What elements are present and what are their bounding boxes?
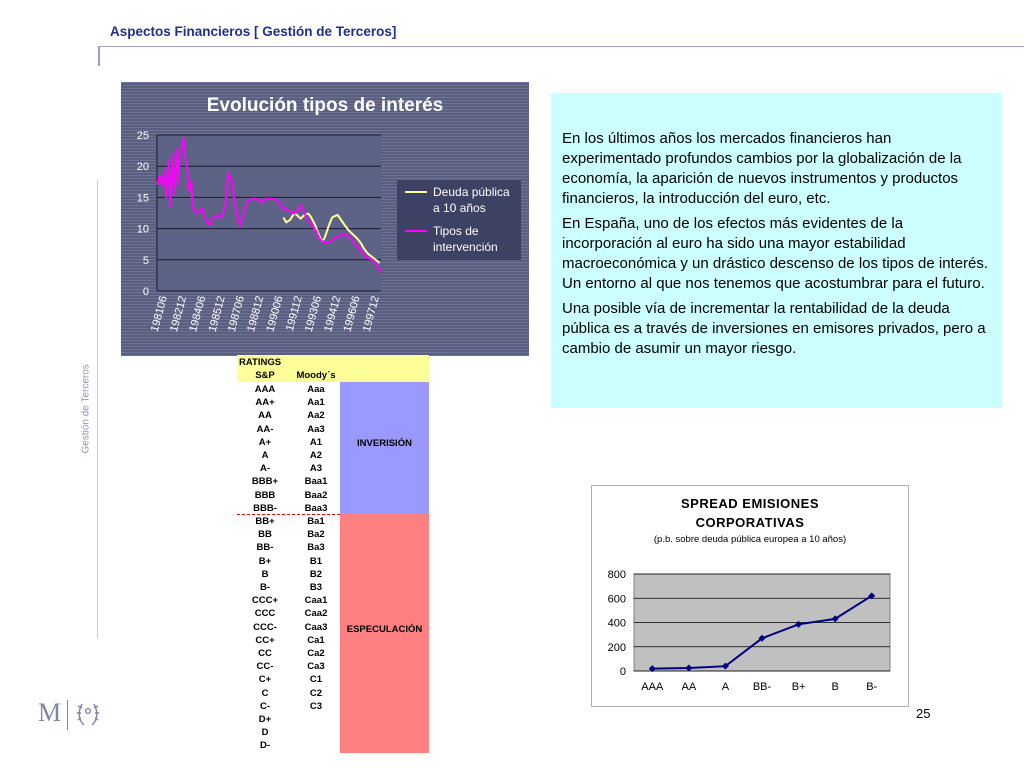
sp-rating-cell: B+ bbox=[258, 555, 272, 567]
spread-chart-svg bbox=[592, 486, 908, 706]
x-tick-label: 199606 bbox=[341, 294, 363, 334]
moody-rating-cell: Baa3 bbox=[304, 502, 328, 514]
moody-rating-cell: Caa3 bbox=[304, 621, 328, 633]
interest-rate-chart bbox=[121, 82, 529, 356]
y-tick-label: 0 bbox=[142, 286, 149, 298]
page-number: 25 bbox=[916, 706, 931, 721]
moody-rating-cell: Baa2 bbox=[304, 489, 328, 501]
moody-rating-cell: Ca3 bbox=[307, 661, 325, 673]
x-tick-label: 198706 bbox=[225, 294, 247, 334]
sp-rating-cell: C+ bbox=[258, 674, 272, 686]
sp-rating-cell: AA- bbox=[256, 423, 274, 435]
chart-title: Evolución tipos de interés bbox=[206, 95, 444, 116]
y-tick-label: 400 bbox=[607, 617, 626, 630]
header-divider bbox=[98, 46, 1024, 47]
sp-rating-cell: CC bbox=[258, 648, 272, 659]
x-tick-label: 198812 bbox=[245, 294, 267, 334]
moody-rating-cell: A1 bbox=[309, 436, 323, 448]
sidebar-section-label: Gestión de Terceros bbox=[80, 364, 92, 454]
sp-rating-cell: CCC+ bbox=[251, 595, 279, 607]
x-tick-label: 199412 bbox=[322, 294, 344, 334]
sp-rating-cell: BBB bbox=[254, 489, 276, 501]
sp-rating-cell: A+ bbox=[258, 436, 272, 448]
x-tick-label: 198512 bbox=[206, 294, 228, 334]
x-tick-label: B- bbox=[866, 681, 878, 693]
sp-rating-cell: A- bbox=[259, 463, 271, 475]
moody-rating-cell: C3 bbox=[309, 700, 323, 712]
x-tick-label: AAA bbox=[641, 681, 664, 693]
ratings-title: RATINGS bbox=[239, 357, 282, 368]
sp-rating-cell: BB- bbox=[256, 542, 274, 554]
laurel-wreath-icon bbox=[74, 699, 102, 729]
moody-rating-cell: Aaa bbox=[307, 384, 325, 395]
textbox-paragraph-3: Una posible vía de incrementar la rentabilidad de la deuda pública es a través de inversiones en emisores privados, pero a cambio de asumir un mayor riesgo. bbox=[562, 300, 986, 357]
sp-column-header: S&P bbox=[255, 370, 275, 381]
sp-rating-cell: D bbox=[261, 727, 269, 739]
speculative-grade-label: ESPECULACIÓN bbox=[346, 624, 423, 635]
y-tick-label: 800 bbox=[607, 569, 626, 581]
x-tick-label: 198212 bbox=[168, 294, 190, 334]
logo-letter: M bbox=[38, 698, 62, 727]
moody-rating-cell: A2 bbox=[309, 450, 323, 461]
sp-rating-cell: BBB- bbox=[253, 502, 277, 514]
x-tick-label: 199112 bbox=[283, 294, 305, 333]
legend-label-tipos-2: intervención bbox=[433, 240, 498, 254]
moody-rating-cell: Baa1 bbox=[304, 476, 328, 488]
sp-rating-cell: A bbox=[261, 450, 269, 461]
y-tick-label: 600 bbox=[607, 593, 626, 606]
y-tick-label: 20 bbox=[136, 161, 149, 174]
moody-rating-cell: A3 bbox=[309, 463, 323, 475]
y-tick-label: 0 bbox=[619, 666, 626, 678]
x-tick-label: AA bbox=[681, 681, 697, 693]
logo-divider bbox=[67, 700, 68, 730]
chart-title-line-2: CORPORATIVAS bbox=[695, 515, 805, 530]
x-tick-label: 198106 bbox=[148, 294, 170, 334]
sp-rating-cell: AA bbox=[258, 410, 272, 422]
sp-rating-cell: CCC bbox=[254, 608, 276, 620]
moody-rating-cell: Aa2 bbox=[307, 410, 325, 422]
page-title: Aspectos Financieros [ Gestión de Terceros] bbox=[110, 24, 397, 39]
moody-rating-cell: Aa3 bbox=[307, 423, 325, 435]
x-tick-label: 198406 bbox=[187, 294, 209, 334]
y-tick-label: 10 bbox=[136, 223, 149, 236]
moody-rating-cell: Aa1 bbox=[307, 397, 325, 409]
x-tick-label: BB- bbox=[752, 681, 772, 693]
legend-label-deuda: Deuda pública bbox=[433, 185, 510, 199]
y-tick-label: 15 bbox=[136, 192, 149, 205]
legend-label-deuda-2: a 10 años bbox=[433, 201, 486, 215]
moody-rating-cell: Caa2 bbox=[304, 608, 328, 620]
speculative-grade-zone bbox=[340, 514, 429, 753]
y-tick-label: 25 bbox=[136, 130, 149, 142]
header-divider-tick bbox=[98, 46, 100, 66]
ratings-table bbox=[237, 355, 429, 753]
moody-rating-cell: Ca1 bbox=[307, 634, 325, 646]
moody-rating-cell: C1 bbox=[309, 674, 323, 686]
legend-label-tipos: Tipos de bbox=[433, 224, 479, 238]
moody-rating-cell: Ca2 bbox=[307, 648, 325, 659]
sp-rating-cell: C bbox=[261, 687, 269, 699]
sp-rating-cell: B- bbox=[259, 582, 271, 593]
sp-rating-cell: B bbox=[261, 568, 269, 580]
sp-rating-cell: AA+ bbox=[255, 397, 275, 409]
sidebar-divider bbox=[97, 180, 98, 638]
investment-grade-zone bbox=[340, 382, 429, 514]
x-tick-label: 199712 bbox=[360, 294, 382, 334]
moody-rating-cell: B1 bbox=[309, 555, 323, 567]
x-tick-label: B+ bbox=[791, 681, 806, 693]
textbox-paragraph-2: En España, uno de los efectos más evidentes de la incorporación al euro ha sido una mayor estabilidad macroeconómica y un drástico descenso de los tipos de interés. Un entorno al que nos tenemos que acostumbrar para el futuro. bbox=[562, 215, 989, 292]
sp-rating-cell: CCC- bbox=[253, 621, 277, 633]
textbox-paragraph-1: En los últimos años los mercados financieros han experimentado profundos cambios por la globalización de la economía, la aparición de nuevos instrumentos y productos financieros, la introducción del euro, etc. bbox=[562, 130, 962, 207]
investment-grade-label: INVERISIÓN bbox=[357, 438, 412, 449]
plot-area bbox=[157, 135, 381, 291]
sp-rating-cell: AAA bbox=[254, 384, 276, 395]
sp-rating-cell: BB+ bbox=[255, 516, 275, 527]
sp-rating-cell: CC+ bbox=[255, 634, 275, 646]
sp-rating-cell: D- bbox=[259, 740, 271, 752]
sp-rating-cell: CC- bbox=[256, 661, 274, 673]
moody-rating-cell: Ba2 bbox=[307, 529, 325, 541]
sp-rating-cell: D+ bbox=[258, 714, 272, 725]
moody-column-header: Moody´s bbox=[296, 370, 336, 381]
x-tick-label: A bbox=[721, 681, 730, 693]
sp-rating-cell: BBB+ bbox=[251, 476, 279, 488]
spread-chart bbox=[591, 485, 909, 707]
interest-rate-chart-svg bbox=[121, 82, 529, 356]
moody-rating-cell: Ba1 bbox=[307, 516, 325, 527]
sp-rating-cell: BB bbox=[258, 529, 272, 541]
moody-rating-cell: C2 bbox=[309, 687, 323, 699]
chart-subtitle: (p.b. sobre deuda pública europea a 10 años) bbox=[653, 534, 847, 545]
y-tick-label: 5 bbox=[142, 254, 149, 267]
y-tick-label: 200 bbox=[607, 641, 626, 654]
moody-rating-cell: Ba3 bbox=[307, 542, 325, 554]
sp-rating-cell: C- bbox=[259, 700, 271, 712]
x-tick-label: B bbox=[831, 681, 839, 693]
ratings-header bbox=[237, 355, 429, 382]
x-tick-label: 199306 bbox=[302, 294, 325, 334]
moody-rating-cell: Caa1 bbox=[304, 595, 328, 607]
moody-rating-cell: B2 bbox=[309, 568, 323, 580]
moody-rating-cell: B3 bbox=[309, 582, 323, 593]
x-tick-label: 199006 bbox=[264, 294, 286, 334]
chart-title-line-1: SPREAD EMISIONES bbox=[680, 496, 820, 511]
explanation-textbox bbox=[551, 93, 1002, 408]
